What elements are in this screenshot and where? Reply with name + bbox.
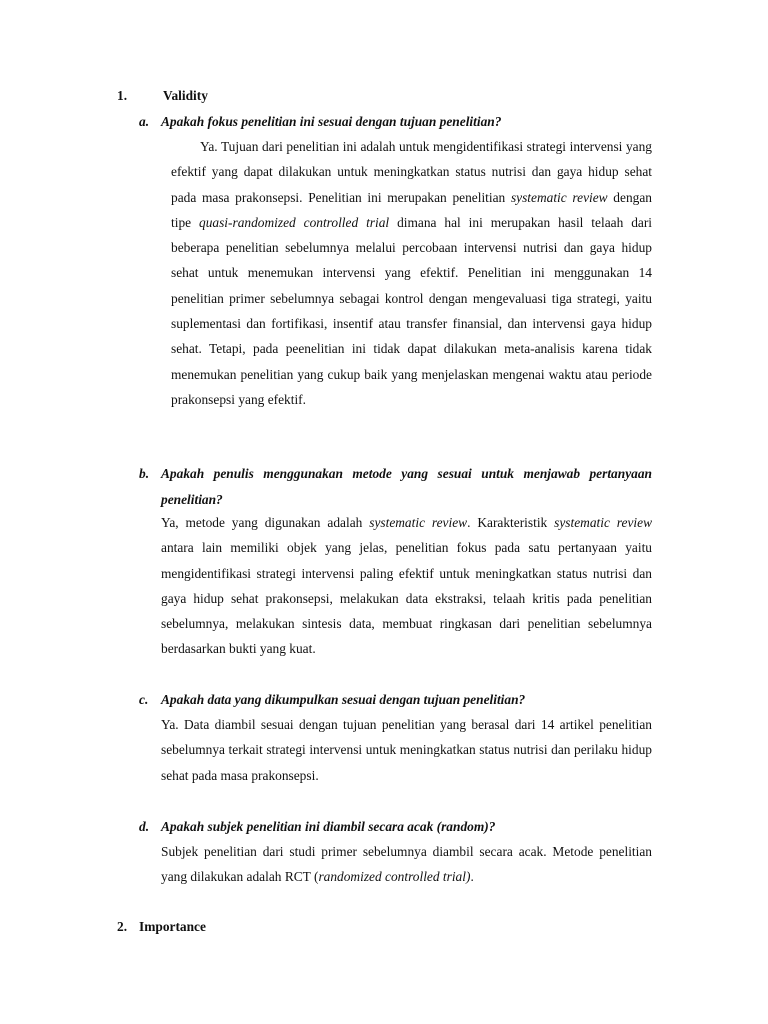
- section-number: 1.: [117, 88, 128, 103]
- section-title: Importance: [139, 919, 206, 934]
- answer-italic-term: systematic review: [510, 189, 608, 205]
- answer-c: [161, 712, 652, 788]
- answer-text: Ya. Data diambil sesuai dengan tujuan penelitian yang berasal dari 14 artikel penelitian sebelumnya terkait strategi intervensi untuk meningkatkan status nutrisi dan perilaku hidup sehat pada masa prakonsepsi.: [161, 717, 652, 783]
- question-text: Apakah fokus penelitian ini sesuai dengan tujuan penelitian?: [161, 114, 502, 129]
- question-a: [139, 109, 659, 135]
- question-b: [139, 461, 652, 513]
- section-heading-validity: [117, 88, 417, 106]
- question-text: Apakah penulis menggunakan metode yang sesuai untuk menjawab pertanyaan penelitian?: [161, 466, 652, 507]
- answer-text: antara lain memiliki objek yang jelas, penelitian fokus pada satu pertanyaan yaitu mengidentifikasi strategi intervensi paling efektif untuk meningkatkan status nutrisi dan gaya hidup sehat prakonsepsi, melakukan data ekstraksi, telaah kritis pada penelitian sebelumnya, melakukan sintesis data, membuat ringkasan dari penelitian sebelumnya berdasarkan bukti yang kuat.: [161, 540, 652, 657]
- section-heading-importance: [117, 919, 417, 937]
- question-letter: b.: [139, 466, 150, 481]
- answer-text: .: [470, 869, 474, 885]
- question-c: [139, 687, 652, 713]
- question-letter: a.: [139, 114, 150, 129]
- answer-b: [161, 510, 652, 662]
- answer-italic-term: systematic review: [369, 515, 468, 530]
- answer-text: Subjek penelitian dari studi primer sebelumnya diambil secara acak. Metode penelitian yang dilakukan adalah RCT (: [161, 844, 652, 885]
- question-text: Apakah data yang dikumpulkan sesuai dengan tujuan penelitian?: [161, 692, 526, 707]
- answer-text: dengan tipe: [171, 189, 652, 230]
- answer-text: . Karakteristik: [467, 515, 555, 530]
- answer-text: dimana hal ini merupakan hasil telaah dari beberapa penelitian sebelumnya melalui percobaan intervensi nutrisi dan gaya hidup sehat untuk menemukan intervensi yang efektif. Penelitian ini menggunakan 14 penelitian primer sebelumnya sebagai kontrol dengan mengevaluasi tiga strategi, yaitu suplementasi dan fortifikasi, insentif atau transfer finansial, dan intervensi gaya hidup sehat. Tetapi, pada peenelitian ini tidak dapat dilakukan meta-analisis karena tidak menemukan penelitian yang cukup baik yang menjelaskan mengenai waktu atau periode prakonsepsi yang efektif.: [171, 214, 653, 407]
- answer-text: Ya, metode yang digunakan adalah: [161, 515, 370, 530]
- question-d: [139, 814, 652, 840]
- question-letter: c.: [139, 692, 149, 707]
- section-number: 2.: [117, 919, 128, 934]
- answer-a: [171, 134, 652, 412]
- answer-italic-term: quasi-randomized controlled trial: [199, 214, 390, 230]
- answer-italic-term: systematic review: [554, 515, 653, 530]
- question-text: Apakah subjek penelitian ini diambil secara acak (random)?: [161, 819, 496, 834]
- answer-italic-term: randomized controlled trial): [318, 869, 471, 885]
- question-letter: d.: [139, 819, 150, 834]
- section-title: Validity: [163, 88, 208, 103]
- answer-text: Ya. Tujuan dari penelitian ini adalah untuk mengidentifikasi strategi intervensi yang efektif yang dapat dilakukan untuk meningkatkan status nutrisi dan gaya hidup sehat pada masa prakonsepsi. Penelitian ini merupakan penelitian: [171, 139, 652, 205]
- answer-d: [161, 839, 652, 890]
